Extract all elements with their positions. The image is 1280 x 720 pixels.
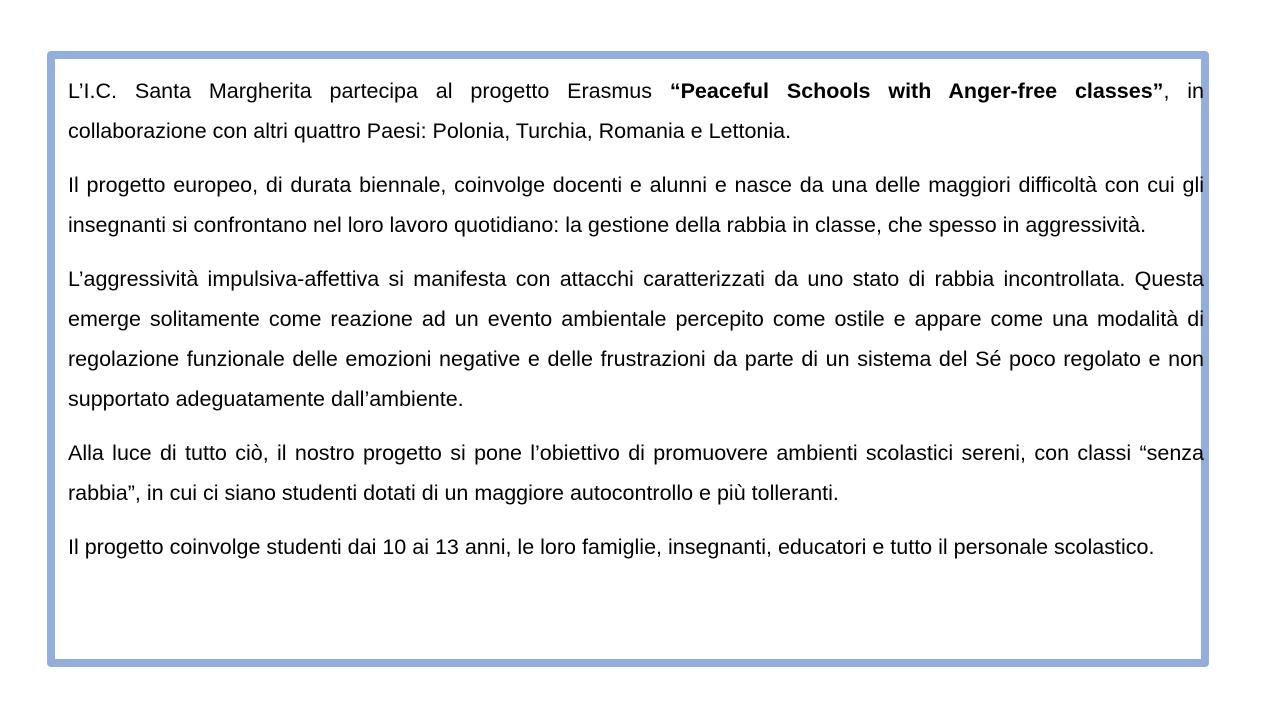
paragraph-intro — [68, 71, 1204, 151]
project-title: “Peaceful Schools with Anger-free classes” — [669, 79, 1164, 103]
paragraph-objective: Alla luce di tutto ciò, il nostro progetto si pone l’obiettivo di promuovere ambienti scolastici sereni, con classi “senza rabbia”, in cui ci siano studenti dotati di un maggiore autocontrollo e più tolleranti. — [68, 441, 1204, 505]
paragraph-participants: Il progetto coinvolge studenti dai 10 ai 13 anni, le loro famiglie, insegnanti, educatori e tutto il personale scolastico. — [68, 535, 1155, 559]
text-frame — [47, 51, 1209, 667]
paragraph-aggressiveness: L’aggressività impulsiva-affettiva si manifesta con attacchi caratterizzati da uno stato di rabbia incontrollata. Questa emerge solitamente come reazione ad un evento ambientale percepito come ostile e appare come una modalità di regolazione funzionale delle emozioni negative e delle frustrazioni da parte di un sistema del Sé poco regolato e non supportato adeguatamente dall’ambiente. — [68, 267, 1204, 411]
paragraph-project-description: Il progetto europeo, di durata biennale, coinvolge docenti e alunni e nasce da una delle maggiori difficoltà con cui gli insegnanti si confrontano nel loro lavoro quotidiano: la gestione della rabbia in classe, che spesso in aggressività. — [68, 173, 1204, 237]
intro-text-end: , in collaborazione con altri quattro Paesi: Polonia, Turchia, Romania e Lettonia. — [68, 79, 1204, 143]
document-body — [68, 71, 1204, 581]
intro-text-start: L’I.C. Santa Margherita partecipa al progetto Erasmus — [68, 79, 670, 103]
